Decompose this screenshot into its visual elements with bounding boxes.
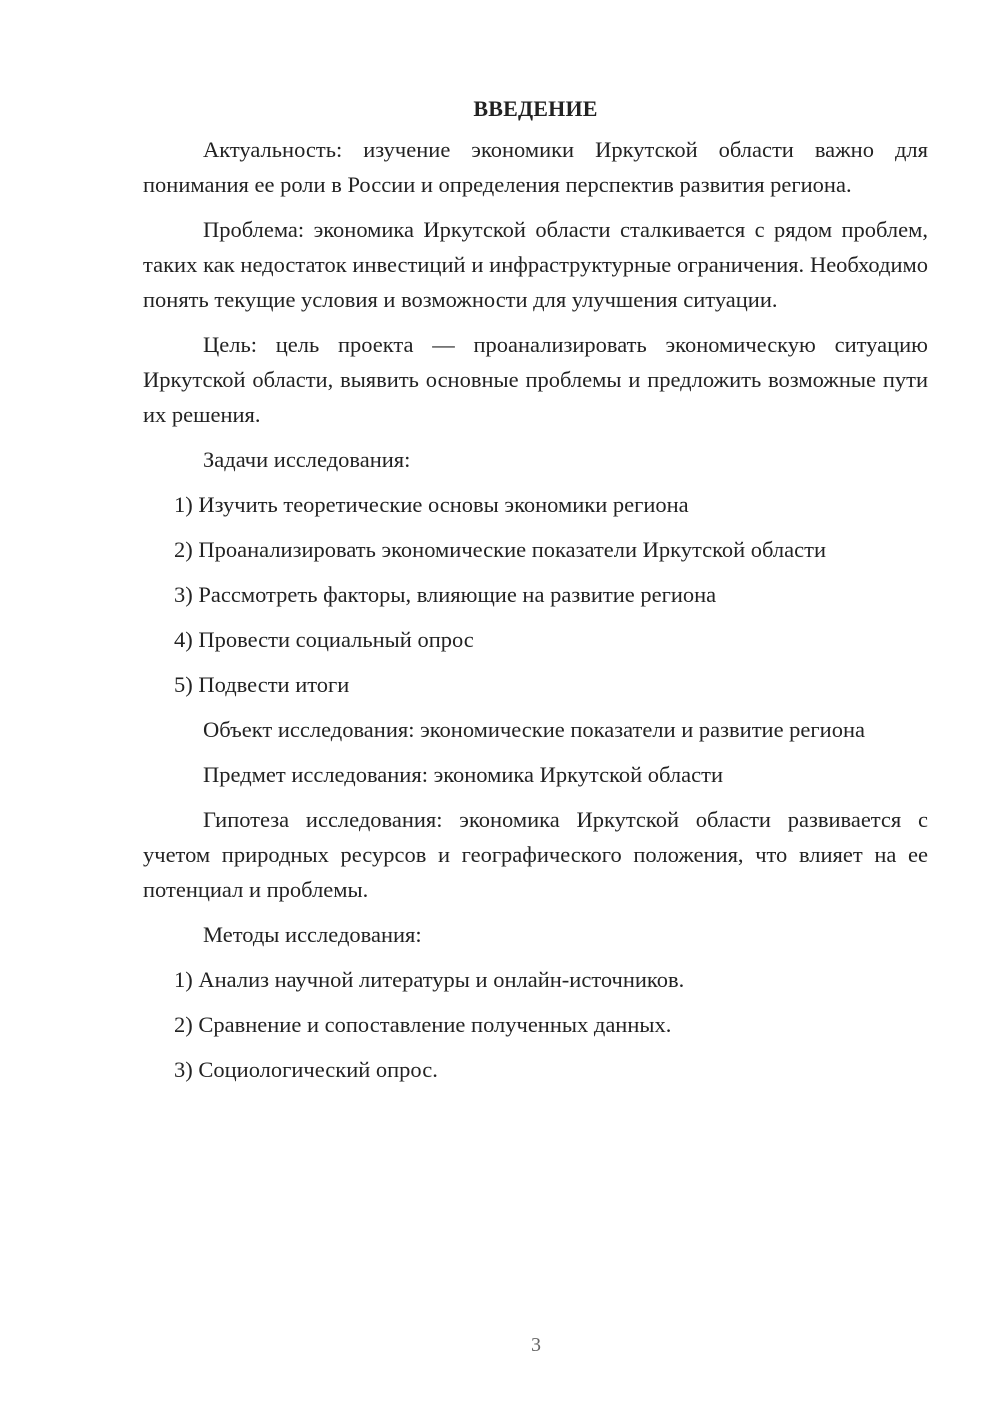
- page-number: 3: [531, 1334, 541, 1356]
- problem-paragraph: Проблема: экономика Иркутской области сталкивается с рядом проблем, таких как недостаток инвестиций и инфраструктурные ограничения. Необходимо понять текущие условия и возможности для улучшения ситуации.: [143, 217, 928, 312]
- hypothesis-paragraph: Гипотеза исследования: экономика Иркутской области развивается с учетом природных ресурсов и географического положения, что влияет на ее потенциал и проблемы.: [143, 807, 928, 902]
- goal-paragraph: Цель: цель проекта — проанализировать экономическую ситуацию Иркутской области, выявить основные проблемы и предложить возможные пути их решения.: [143, 332, 928, 427]
- page-title: ВВЕДЕНИЕ: [473, 96, 598, 121]
- subject-line: Предмет исследования: экономика Иркутской области: [203, 762, 723, 787]
- object-paragraph: Объект исследования: экономические показатели и развитие региона: [203, 717, 865, 742]
- document-page: [143, 92, 928, 1097]
- task-item: 5) Подвести итоги: [174, 672, 350, 697]
- task-item: 3) Рассмотреть факторы, влияющие на развитие региона: [174, 582, 717, 607]
- method-item: 3) Социологический опрос.: [174, 1057, 438, 1082]
- relevance-paragraph: Актуальность: изучение экономики Иркутской области важно для понимания ее роли в России и определения перспектив развития региона.: [143, 137, 928, 197]
- method-item: 2) Сравнение и сопоставление полученных данных.: [174, 1012, 672, 1037]
- task-item: 1) Изучить теоретические основы экономики региона: [174, 492, 689, 517]
- methods-heading: Методы исследования:: [203, 922, 422, 947]
- task-item: 4) Провести социальный опрос: [174, 627, 474, 652]
- method-item: 1) Анализ научной литературы и онлайн-источников.: [174, 967, 685, 992]
- tasks-heading: Задачи исследования:: [203, 447, 411, 472]
- task-item: 2) Проанализировать экономические показатели Иркутской области: [174, 537, 826, 562]
